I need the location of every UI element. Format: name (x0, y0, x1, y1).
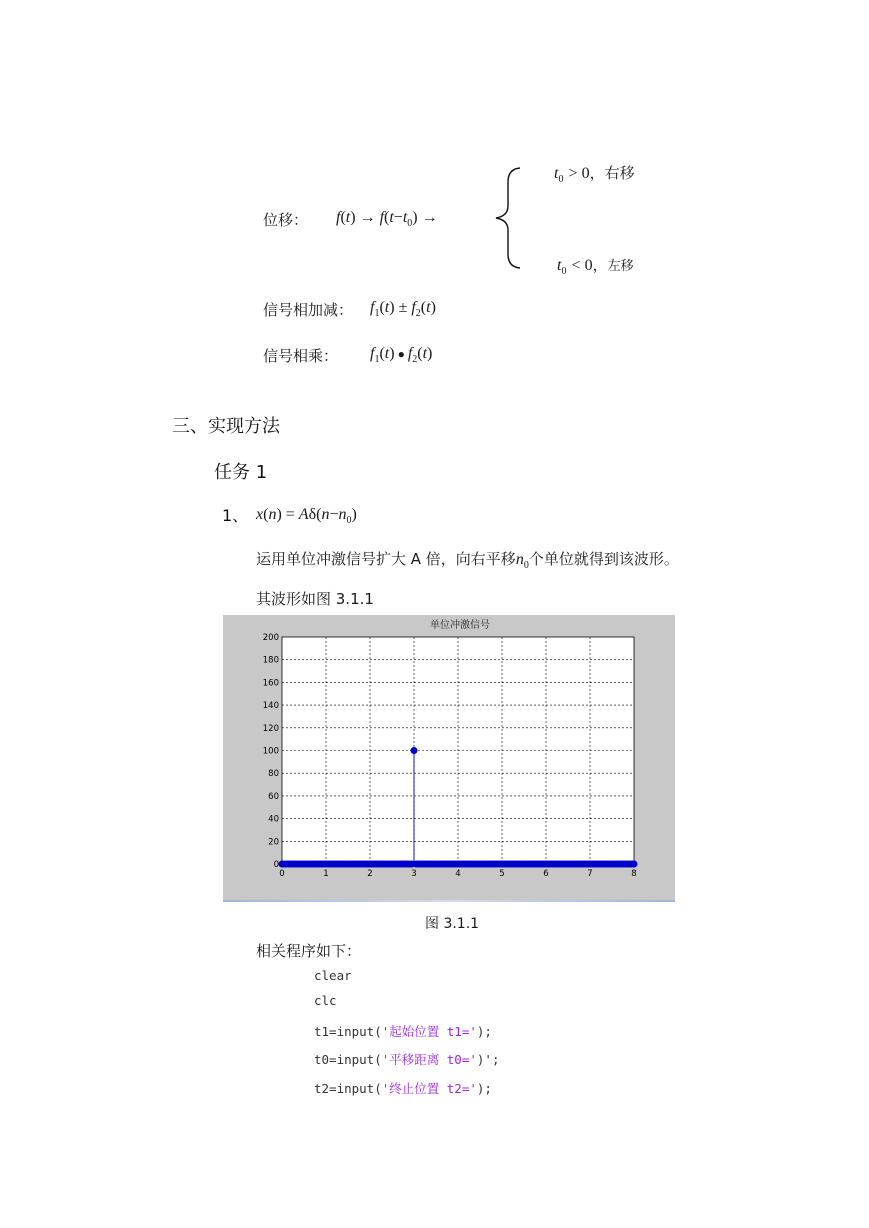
addsub-label: 信号相加减： (263, 301, 354, 319)
item-formula: $x(n) = A\delta(n-n_0)$ (256, 506, 357, 527)
y-tick-label: 140 (262, 701, 279, 712)
addsub-formula: $f_1(t) \pm f_2(t)$ (370, 299, 436, 320)
code-line: clear (314, 968, 352, 983)
figure-window (223, 615, 675, 902)
x-tick-label: 2 (367, 869, 373, 879)
y-tick-label: 80 (268, 769, 279, 780)
y-tick-label: 160 (262, 678, 279, 689)
x-tick-label: 4 (455, 869, 461, 879)
x-tick-label: 5 (499, 869, 505, 879)
item-number: 1、 (222, 506, 249, 525)
y-tick-label: 0 (273, 860, 279, 870)
section-heading: 三、实现方法 (172, 416, 280, 437)
case-left: $t_0 < 0$，左移 (557, 256, 634, 278)
y-tick-label: 180 (262, 655, 279, 666)
impulse-marker (411, 748, 417, 754)
y-tick-label: 60 (268, 791, 279, 802)
y-tick-label: 100 (262, 746, 279, 757)
code-line: clc (314, 993, 337, 1008)
figure-bottom-edge (223, 900, 675, 902)
y-tick-label: 40 (268, 814, 279, 825)
chart-title: 单位冲激信号 (430, 620, 490, 631)
item-description: 运用单位冲激信号扩大 A 倍，向右平移$n_0$个单位就得到该波形。 (256, 550, 679, 572)
stem-point (631, 861, 637, 867)
shift-formula: $f(t) \to f(t-t_0)$ → (336, 209, 438, 230)
code-line: t0=input('平移距离 t0=')'; (314, 1052, 500, 1067)
shift-label: 位移： (263, 211, 309, 229)
mult-label: 信号相乘： (263, 347, 339, 365)
program-intro: 相关程序如下： (256, 942, 362, 960)
case-brace (494, 166, 524, 270)
y-tick-label: 120 (262, 723, 279, 734)
x-tick-label: 8 (631, 869, 637, 879)
mult-formula: $f_1(t)$ ● $f_2(t)$ (370, 345, 433, 366)
x-tick-label: 6 (543, 869, 549, 879)
stem-chart (223, 615, 675, 902)
figure-caption: 图 3.1.1 (425, 916, 480, 932)
task-heading: 任务 1 (214, 462, 268, 483)
x-tick-label: 7 (587, 869, 593, 879)
x-tick-label: 3 (411, 869, 417, 879)
y-tick-label: 20 (268, 837, 279, 848)
code-line: t2=input('终止位置 t2='); (314, 1081, 492, 1096)
y-tick-label: 200 (262, 633, 279, 643)
x-tick-label: 1 (323, 869, 329, 879)
waveform-text: 其波形如图 3.1.1 (256, 590, 374, 608)
case-right: $t_0 > 0$，右移 (554, 164, 635, 186)
x-tick-label: 0 (279, 869, 285, 879)
code-line: t1=input('起始位置 t1='); (314, 1024, 492, 1039)
